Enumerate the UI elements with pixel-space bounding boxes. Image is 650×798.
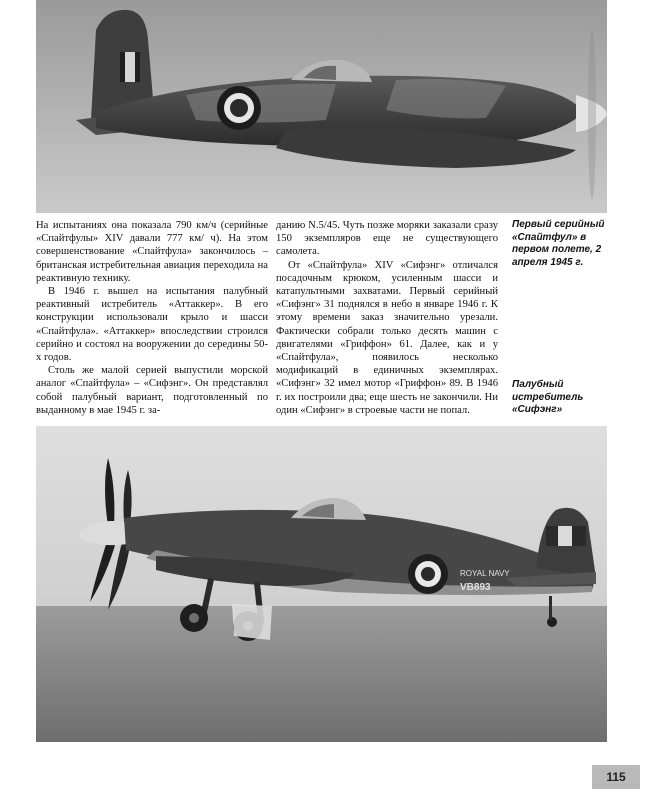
paragraph: В 1946 г. вышел на испытания палубный реактивный истребитель «Аттаккер». В его конструкции использовали крыло и шасси «Спайтфула». «Аттаккер» впоследствии строился серийно и состоял на вооружении до середины 50-х годов. — [36, 286, 268, 364]
aircraft-marking-royal-navy: ROYAL NAVY — [460, 569, 510, 578]
page-number-box — [592, 765, 640, 789]
spiteful-photo-graphic — [36, 0, 607, 213]
paragraph: От «Спайтфула» XIV «Сифэнг» отличался посадочным крюком, усиленным шасси и катапультными захватами. Первый серийный «Сифэнг» 31 поднялся в небо в январе 1946 г. К этому времени заказ значительно урезали. Фактически собрали только десять машин с двигателями «Гриффон» 61. Далее, как и у «Спайтфула», появилось несколько модификаций в единичных экземплярах. «Сифэнг» 32 имел мотор «Гриффон» 89. В 1946 г. их построили два; еще шесть не закончили. Ни один «Сифэнг» в строевые части не попал. — [276, 259, 498, 416]
photo-caption-bottom: Палубный истребитель «Сифэнг» — [512, 379, 584, 416]
text-column-left — [36, 219, 268, 417]
text-column-middle — [276, 219, 498, 417]
photo-caption-top: Первый серийный «Спайтфул» в первом полете, 2 апреля 1945 г. — [512, 219, 605, 268]
paragraph: На испытаниях она показала 790 км/ч (серийные «Спайтфулы» XIV давали 777 км/ ч). На этом совершенствование «Спайтфула» закончилось – британская истребительная авиация переходила на реактивную технику. — [36, 220, 268, 284]
aircraft-serial-vb893: VB893 — [460, 582, 491, 593]
seafang-photo-graphic — [36, 426, 607, 742]
photo-seafang-on-ground — [36, 426, 607, 742]
paragraph: данию N.5/45. Чуть позже моряки заказали сразу 150 экземпляров еще не существующего самолета. — [276, 220, 498, 258]
paragraph: Столь же малой серией выпустили морской аналог «Спайтфула» – «Сифэнг». Он представлял собой палубный вариант, подготовленный по выданному в мае 1945 г. за- — [36, 365, 268, 416]
photo-spiteful-in-flight — [36, 0, 607, 213]
page-number: 115 — [606, 770, 626, 784]
